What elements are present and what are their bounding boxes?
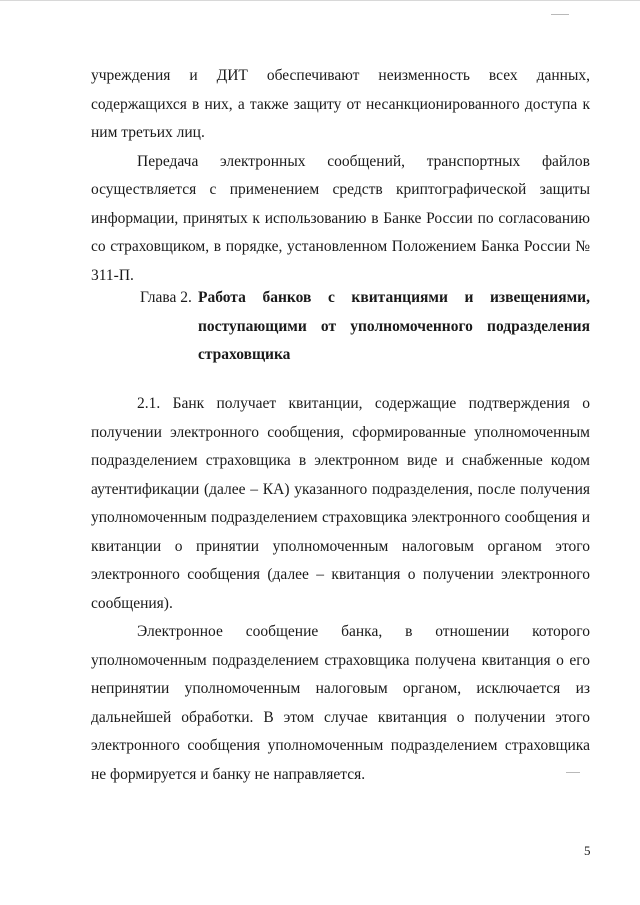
- top-edge-shadow: [0, 0, 640, 1]
- paragraph-transfer: Передача электронных сообщений, транспортных файлов осуществляется с применением средств криптографической защиты информации, принятых к использованию в Банке России по согласованию со страховщиком, в порядке, установленном Положением Банка России № 311-П.: [91, 152, 590, 284]
- paragraph-rejection: Электронное сообщение банка, в отношении которого уполномоченным подразделением страховщика получена квитанция о его непринятии уполномоченным налоговым органом, исключается из дальнейшей обработки. В этом случае квитанция о получении этого электронного сообщения уполномоченным подразделением страховщика не формируется и банку не направляется.: [91, 623, 590, 783]
- scan-speck: [551, 14, 569, 15]
- page-number: 5: [584, 843, 591, 858]
- body-text-top: [91, 62, 590, 290]
- body-text-section: [91, 390, 590, 789]
- paragraph-intro: учреждения и ДИТ обеспечивают неизменность всех данных, содержащихся в них, а также защиту от несанкционированного доступа к ним третьих лиц.: [91, 67, 590, 141]
- paragraph-2-1: 2.1. Банк получает квитанции, содержащие подтверждения о получении электронного сообщения, сформированные уполномоченным подразделением страховщика в электронном виде и снабженные кодом аутентификации (далее – КА) указанного подразделения, после получения уполномоченным подразделением страховщика электронного сообщения и квитанции о принятии уполномоченным налоговым органом этого электронного сообщения (далее – квитанция о получении электронного сообщения).: [91, 395, 590, 612]
- chapter-label: Глава 2.: [140, 289, 192, 306]
- chapter-title: Работа банков с квитанциями и извещениями, поступающими от уполномоченного подразделения страховщика: [198, 289, 590, 363]
